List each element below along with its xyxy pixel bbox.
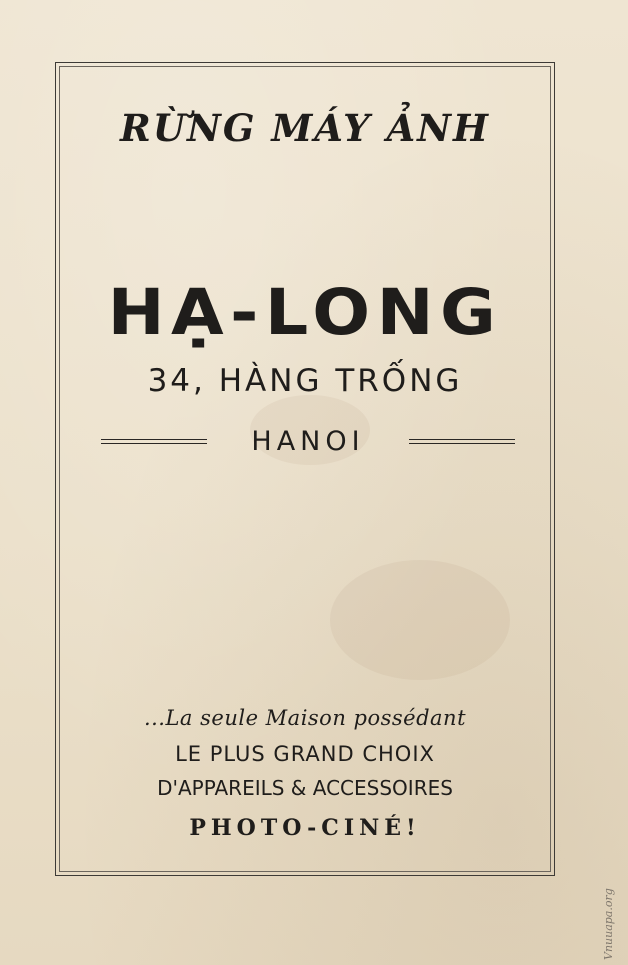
watermark-text: Vnuuapa.org (602, 888, 615, 960)
accessories-line: D'APPAREILS & ACCESSOIRES (157, 776, 453, 800)
tagline: ...La seule Maison possédant (143, 706, 467, 730)
city-rule-left (101, 439, 207, 444)
page-border (55, 62, 555, 876)
city-rule-right (409, 439, 515, 444)
photo-cine-line: PHOTO-CINÉ! (189, 815, 421, 841)
city-row (101, 423, 515, 459)
shop-address: 34, HÀNG TRỐNG (147, 363, 463, 399)
shop-type-heading: RỪNG MÁY ẢNH (120, 106, 490, 150)
shop-name-title: HẠ-LONG (107, 276, 503, 349)
choice-line: LE PLUS GRAND CHOIX (175, 742, 435, 766)
city-name: HANOI (251, 425, 365, 457)
